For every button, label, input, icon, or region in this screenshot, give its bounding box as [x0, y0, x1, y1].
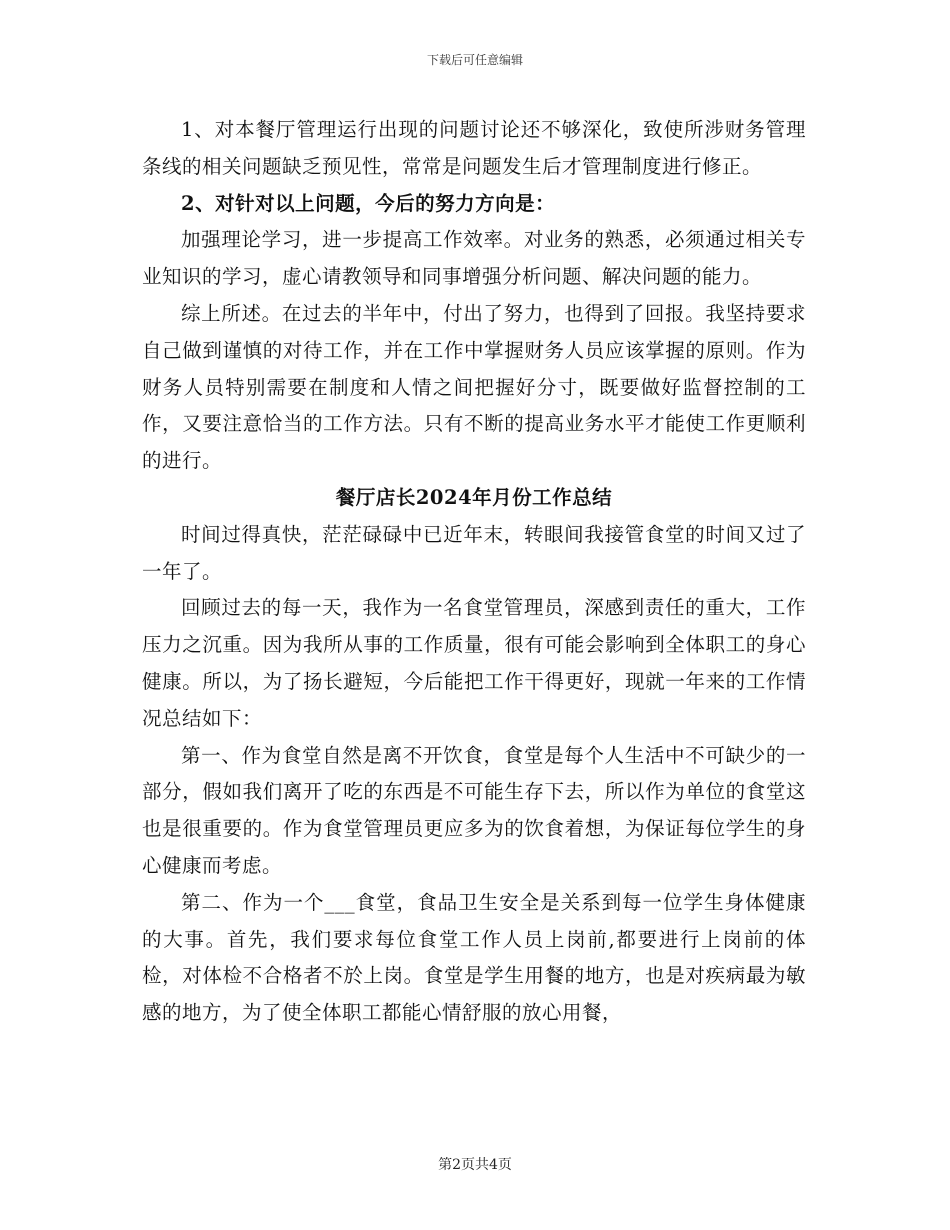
- paragraph-improvement-detail: 加强理论学习，进一步提高工作效率。对业务的熟悉，必须通过相关专业知识的学习，虚心请教领导和同事增强分析问题、解决问题的能力。: [142, 228, 806, 289]
- paragraph-problem-1: 1、对本餐厅管理运行出现的问题讨论还不够深化，致使所涉财务管理条线的相关问题缺乏预见性，常常是问题发生后才管理制度进行修正。: [142, 118, 806, 178]
- page-header-note: 下载后可任意编辑: [426, 53, 523, 67]
- page-footer-number: 第2页共4页: [438, 1157, 512, 1173]
- section-paragraph-intro: 时间过得真快，茫茫碌碌中已近年末，转眼间我接管食堂的时间又过了一年了。: [142, 522, 806, 583]
- paragraph-summary: 综上所述。在过去的半年中，付出了努力，也得到了回报。我坚持要求自己做到谨慎的对待工作，并在工作中掌握财务人员应该掌握的原则。作为财务人员特别需要在制度和人情之间把握好分寸，既要做好监督控制的工作，又要注意恰当的工作方法。只有不断的提高业务水平才能使工作更顺利的进行。: [142, 301, 806, 473]
- paragraph-improvement-heading: 2、对针对以上问题，今后的努力方向是：: [181, 191, 556, 215]
- section-paragraph-first: 第一、作为食堂自然是离不开饮食，食堂是每个人生活中不可缺少的一部分，假如我们离开了吃的东西是不可能生存下去，所以作为单位的食堂这也是很重要的。作为食堂管理员更应多为的饮食着想，为保证每位学生的身心健康而考虑。: [142, 743, 806, 877]
- section-title: 餐厅店长2024年月份工作总结: [335, 485, 613, 509]
- document-body: [142, 112, 806, 1032]
- section-paragraph-second: 第二、作为一个___食堂，食品卫生安全是关系到每一位学生身体健康的大事。首先，我们要求每位食堂工作人员上岗前,都要进行上岗前的体检，对体检不合格者不於上岗。食堂是学生用餐的地方，也是对疾病最为敏感的地方，为了使全体职工都能心情舒服的放心用餐，: [142, 890, 806, 1025]
- section-paragraph-review: 回顾过去的每一天，我作为一名食堂管理员，深感到责任的重大，工作压力之沉重。因为我所从事的工作质量，很有可能会影响到全体职工的身心健康。所以，为了扬长避短，今后能把工作干得更好，现就一年来的工作情况总结如下：: [142, 596, 806, 730]
